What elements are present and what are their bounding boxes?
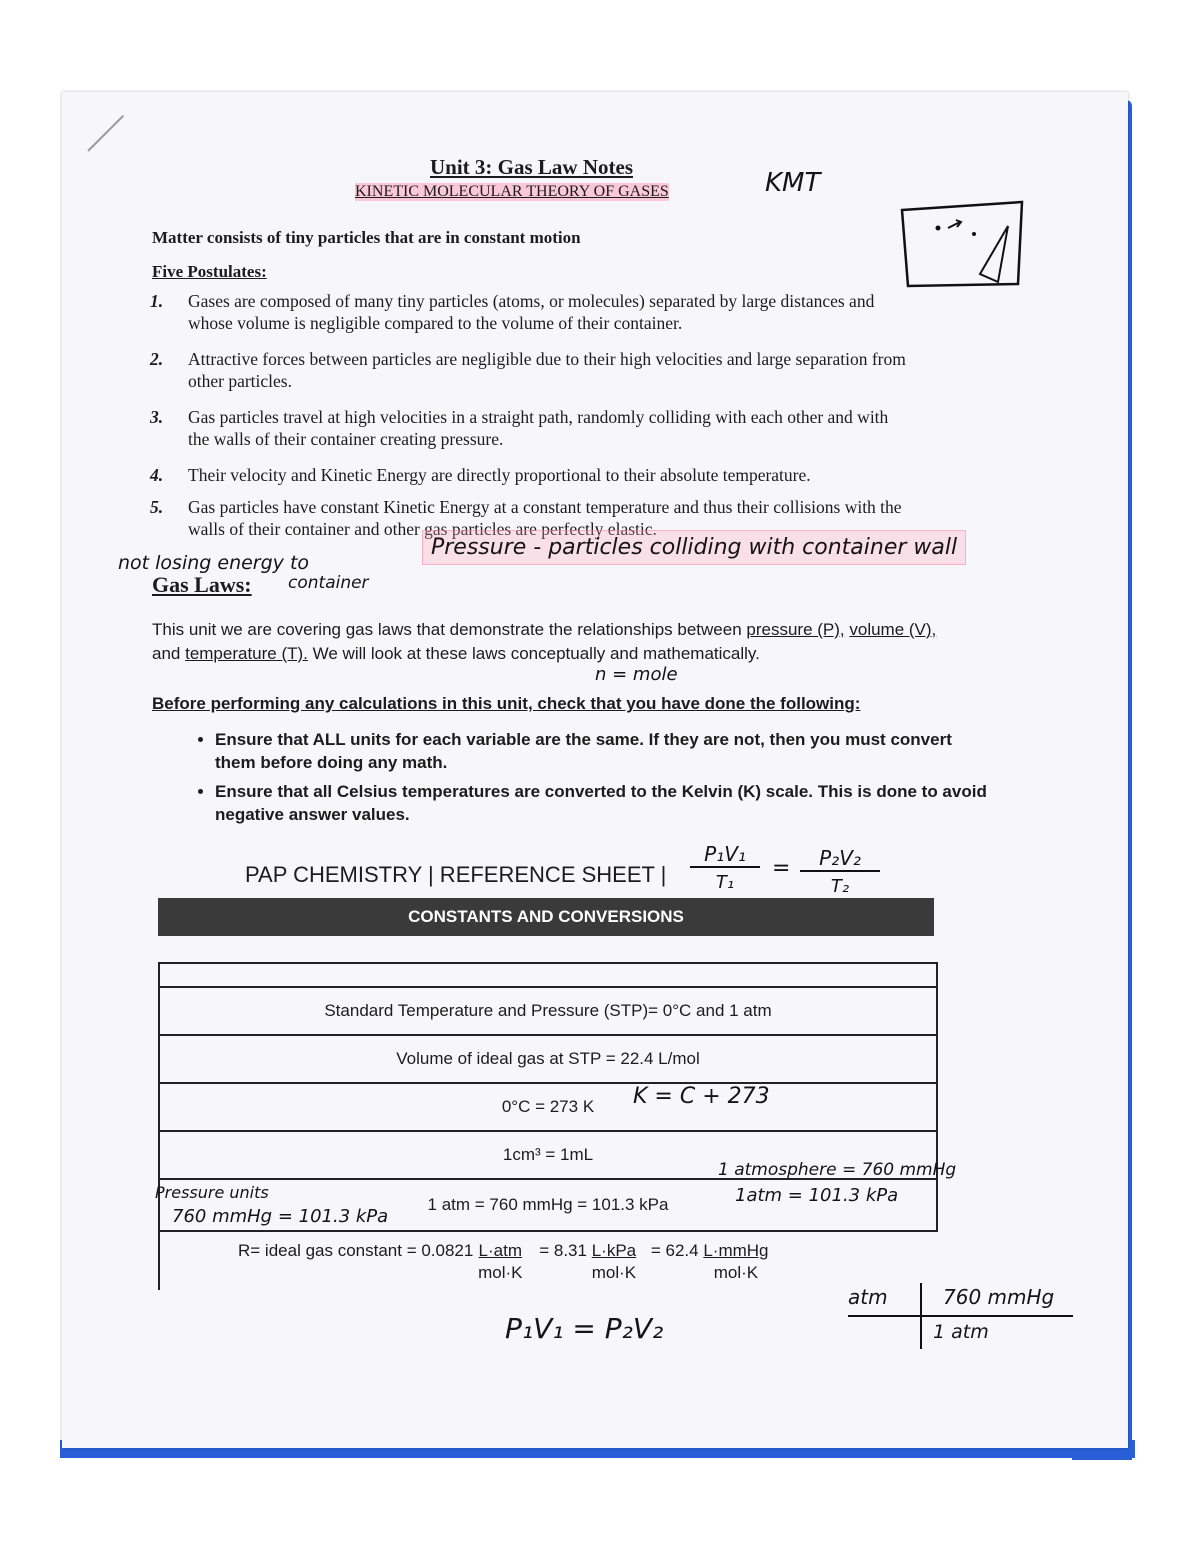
handwritten-mmhg-note: 760 mmHg = 101.3 kPa xyxy=(172,1206,389,1227)
conv-atm: atm xyxy=(848,1285,888,1309)
handwritten-kmt: KMT xyxy=(765,168,821,198)
postulate-number: 1. xyxy=(150,291,164,311)
handwritten-pressure-definition: Pressure - particles colliding with container wall xyxy=(422,530,966,565)
matter-statement: Matter consists of tiny particles that are in constant motion xyxy=(152,228,581,247)
postulate-number: 4. xyxy=(150,465,164,485)
handwritten-pressure-units: Pressure units xyxy=(155,1183,269,1202)
postulate-text: Gas particles have constant Kinetic Energy at a constant temperature and thus their collisions with the walls of their container and other gas particles are perfectly elastic. xyxy=(188,497,902,539)
gas-constant-eq2: = 62.4 xyxy=(650,1241,699,1260)
volume-term: volume (V), xyxy=(849,620,937,639)
frac-top: L·mmHg xyxy=(703,1241,769,1260)
table-row: 0°C = 273 K xyxy=(158,1084,938,1132)
combined-den-left: T₁ xyxy=(715,872,735,893)
para-text: This unit we are covering gas laws that demonstrate the relationships between xyxy=(152,620,747,639)
gas-constant-row xyxy=(158,1232,938,1290)
frac-bottom: mol·K xyxy=(713,1263,759,1282)
frac-top: L·atm xyxy=(478,1241,523,1260)
checklist xyxy=(183,728,995,832)
postulate-number: 2. xyxy=(150,349,164,369)
page-subtitle: KINETIC MOLECULAR THEORY OF GASES xyxy=(355,183,669,200)
postulate-3 xyxy=(150,406,910,450)
handwritten-conversion-factor xyxy=(848,1283,1078,1353)
table-row: 1 atm = 760 mmHg = 101.3 kPa xyxy=(158,1180,938,1232)
unit-fraction-lkpa xyxy=(592,1240,636,1284)
combined-num-right: P₂V₂ xyxy=(800,846,880,872)
conv-vline xyxy=(920,1283,922,1349)
before-calculations-heading: Before performing any calculations in this unit, check that you have done the following: xyxy=(152,694,861,713)
particle-box-sketch xyxy=(898,198,1026,288)
unit-fraction-lmmhg xyxy=(703,1240,768,1284)
gas-constant-line xyxy=(238,1240,769,1284)
handwritten-container: container xyxy=(288,573,369,593)
conv-hline xyxy=(848,1315,1073,1317)
combined-equals: = xyxy=(772,856,791,881)
pressure-term: pressure (P), xyxy=(746,620,845,639)
gas-constant-label: R= ideal gas constant = 0.0821 xyxy=(238,1241,474,1260)
postulate-text: Gases are composed of many tiny particles (atoms, or molecules) separated by large distances and whose volume is negligible compared to the volume of their container. xyxy=(188,291,875,333)
handwritten-kelvin-formula: K = C + 273 xyxy=(633,1084,770,1109)
postulate-1 xyxy=(150,290,910,334)
reference-sheet-heading: PAP CHEMISTRY | REFERENCE SHEET | xyxy=(245,862,667,887)
postulate-text: Attractive forces between particles are negligible due to their high velocities and large separation from other particles. xyxy=(188,349,906,391)
table-row: Volume of ideal gas at STP = 22.4 L/mol xyxy=(158,1036,938,1084)
para-and: and xyxy=(152,644,186,663)
gas-laws-paragraph xyxy=(152,618,962,666)
checklist-item-units: • Ensure that ALL units for each variable are the same. If they are not, then you must convert them before doing any math. xyxy=(215,728,995,774)
table-row-spacer xyxy=(158,964,938,988)
frac-bottom: mol·K xyxy=(591,1263,637,1282)
constants-bar: CONSTANTS AND CONVERSIONS xyxy=(158,898,934,936)
handwritten-n-mole: n = mole xyxy=(595,664,678,685)
conv-one-atm: 1 atm xyxy=(933,1321,989,1343)
combined-den-right: T₂ xyxy=(830,876,850,897)
handwritten-atmosphere-note: 1 atmosphere = 760 mmHg xyxy=(718,1160,957,1180)
postulate-number: 3. xyxy=(150,407,164,427)
unit-fraction-latm xyxy=(478,1240,522,1284)
gas-laws-heading: Gas Laws: xyxy=(152,572,252,597)
postulate-2 xyxy=(150,348,910,392)
handwritten-kpa-note: 1atm = 101.3 kPa xyxy=(735,1185,899,1206)
gas-constant-eq1: = 8.31 xyxy=(539,1241,587,1260)
handwritten-not-losing-energy: not losing energy to xyxy=(118,552,310,574)
handwritten-combined-gas-law xyxy=(690,842,890,898)
combined-num-left: P₁V₁ xyxy=(690,842,760,868)
table-row: 1cm³ = 1mL xyxy=(158,1132,938,1180)
para-text-end: We will look at these laws conceptually and mathematically. xyxy=(307,644,760,663)
postulate-number: 5. xyxy=(150,497,164,517)
frac-top: L·kPa xyxy=(591,1241,637,1260)
table-row: Standard Temperature and Pressure (STP)= 0°C and 1 atm xyxy=(158,988,938,1036)
postulates-heading: Five Postulates: xyxy=(152,262,267,281)
page-title: Unit 3: Gas Law Notes xyxy=(430,155,633,179)
postulate-4 xyxy=(150,464,910,486)
postulate-text: Their velocity and Kinetic Energy are directly proportional to their absolute temperature. xyxy=(188,465,811,485)
conv-mmhg: 760 mmHg xyxy=(943,1285,1055,1309)
constants-table xyxy=(158,962,938,1290)
postulate-text: Gas particles travel at high velocities in a straight path, randomly colliding with each other and with the walls of their container creating pressure. xyxy=(188,407,889,449)
handwritten-boyles-law: P₁V₁ = P₂V₂ xyxy=(505,1312,664,1345)
checklist-item-kelvin: • Ensure that all Celsius temperatures are converted to the Kelvin (K) scale. This is done to avoid negative answer values. xyxy=(215,780,995,826)
temperature-term: temperature (T). xyxy=(185,644,308,663)
frac-bottom: mol·K xyxy=(478,1263,523,1282)
